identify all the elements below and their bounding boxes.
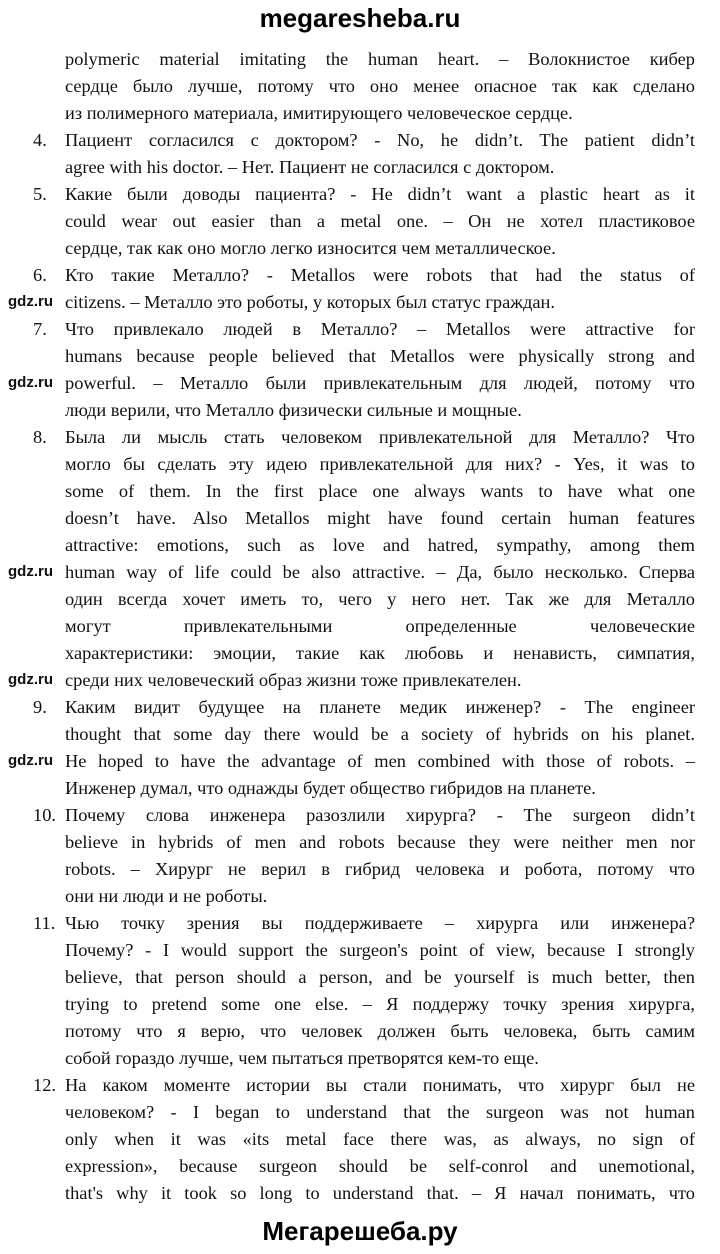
text-line: потому что я верю, что человек должен быть человека, быть самим: [65, 1021, 695, 1041]
item-number: 10.: [33, 805, 56, 825]
item-number: 6.: [33, 265, 47, 285]
text-line: собой гораздо лучше, чем пытаться претворятся кем-то еще.: [65, 1048, 539, 1068]
answer-item: [0, 694, 720, 802]
text-line: could wear out easier than a metal one. – Он не хотел пластиковое: [65, 211, 695, 231]
text-line: человеком? - I began to understand that the surgeon was not human: [65, 1102, 695, 1122]
text-line: Что привлекало людей в Металло? – Metallos were attractive for: [65, 319, 695, 339]
site-footer-logo: Мегарешеба.ру: [262, 1216, 458, 1246]
text-line: один всегда хочет иметь то, чего у него нет. Так же для Металло: [65, 589, 695, 609]
item-number: 9.: [33, 697, 47, 717]
answer-item: [0, 181, 720, 262]
text-line: На каком моменте истории вы стали понимать, что хирург был не: [65, 1075, 695, 1095]
text-line: some of them. In the first place one always wants to have what one: [65, 481, 695, 501]
text-line: humans because people believed that Metallos were physically strong and: [65, 346, 695, 366]
text-line: характеристики: эмоции, такие как любовь и ненависть, симпатия,: [65, 643, 695, 663]
answer-item: [0, 1072, 720, 1207]
text-line: могло бы сделать эту идею привлекательной для них? - Yes, it was to: [65, 454, 695, 474]
text-line: polymeric material imitating the human heart. – Волокнистое кибер: [65, 49, 695, 69]
watermark: gdz.ru: [8, 293, 53, 310]
text-line: that's why it took so long to understand that. – Я начал понимать, что: [65, 1183, 695, 1203]
answer-item: [0, 127, 720, 181]
text-line: сердце, так как оно могло легко износится чем металлическое.: [65, 238, 556, 258]
text-line: могут привлекательными определенные человеческие: [65, 616, 695, 636]
text-line: doesn’t have. Also Metallos might have found certain human features: [65, 508, 695, 528]
text-line: robots. – Хирург не верил в гибрид человека и робота, потому что: [65, 859, 695, 879]
item-number: 4.: [33, 130, 47, 150]
text-line: Каким видит будущее на планете медик инженер? - The engineer: [65, 697, 695, 717]
text-line: expression», because surgeon should be self-conrol and unemotional,: [65, 1156, 695, 1176]
text-line: agree with his doctor. – Нет. Пациент не согласился с доктором.: [65, 157, 555, 177]
answer-item: [0, 910, 720, 1072]
item-number: 7.: [33, 319, 47, 339]
text-line: trying to pretend some one else. – Я поддержу точку зрения хирурга,: [65, 994, 695, 1014]
text-line: среди них человеческий образ жизни тоже привлекателен.: [65, 670, 522, 690]
answer-item: [0, 262, 720, 316]
text-line: из полимерного материала, имитирующего человеческое сердце.: [65, 103, 573, 123]
text-line: Почему? - I would support the surgeon's point of view, because I strongly: [65, 940, 695, 960]
text-line: believe in hybrids of men and robots because they were neither men nor: [65, 832, 695, 852]
text-line: powerful. – Металло были привлекательным для людей, потому что: [65, 373, 695, 393]
text-line: only when it was «its metal face there was, as always, no sign of: [65, 1129, 695, 1149]
text-line: Инженер думал, что однажды будет общество гибридов на планете.: [65, 778, 596, 798]
text-line: Кто такие Металло? - Metallos were robots that had the status of: [65, 265, 695, 285]
text-line: citizens. – Металло это роботы, у которых был статус граждан.: [65, 292, 555, 312]
text-line: believe, that person should a person, and be yourself is much better, then: [65, 967, 695, 987]
answer-item: [0, 316, 720, 424]
text-line: люди верили, что Металло физически сильные и мощные.: [65, 400, 522, 420]
text-line: human way of life could be also attractive. – Да, было несколько. Сперва: [65, 562, 695, 582]
watermark: gdz.ru: [8, 752, 53, 769]
text-line: attractive: emotions, such as love and hatred, sympathy, among them: [65, 535, 695, 555]
item-number: 11.: [33, 913, 56, 933]
text-line: они ни люди и не роботы.: [65, 886, 268, 906]
text-line: Чью точку зрения вы поддерживаете – хирурга или инженера?: [65, 913, 695, 933]
item-number: 12.: [33, 1075, 56, 1095]
text-line: Была ли мысль стать человеком привлекательной для Металло? Что: [65, 427, 695, 447]
item-number: 8.: [33, 427, 47, 447]
watermark: gdz.ru: [8, 671, 53, 688]
text-line: Почему слова инженера разозлили хирурга? - The surgeon didn’t: [65, 805, 695, 825]
text-line: сердце было лучше, потому что оно менее опасное так как сделано: [65, 76, 695, 96]
answer-item: [0, 424, 720, 694]
text-line: He hoped to have the advantage of men combined with those of robots. –: [65, 751, 695, 771]
site-header-logo: megaresheba.ru: [259, 3, 461, 33]
watermark: gdz.ru: [8, 374, 53, 391]
text-line: Пациент согласился с доктором? - No, he didn’t. The patient didn’t: [65, 130, 695, 150]
answer-item: [0, 46, 720, 127]
item-number: 5.: [33, 184, 47, 204]
document-body: [0, 46, 720, 1207]
text-line: thought that some day there would be a society of hybrids on his planet.: [65, 724, 695, 744]
text-line: Какие были доводы пациента? - He didn’t want a plastic heart as it: [65, 184, 695, 204]
answer-item: [0, 802, 720, 910]
watermark: gdz.ru: [8, 563, 53, 580]
